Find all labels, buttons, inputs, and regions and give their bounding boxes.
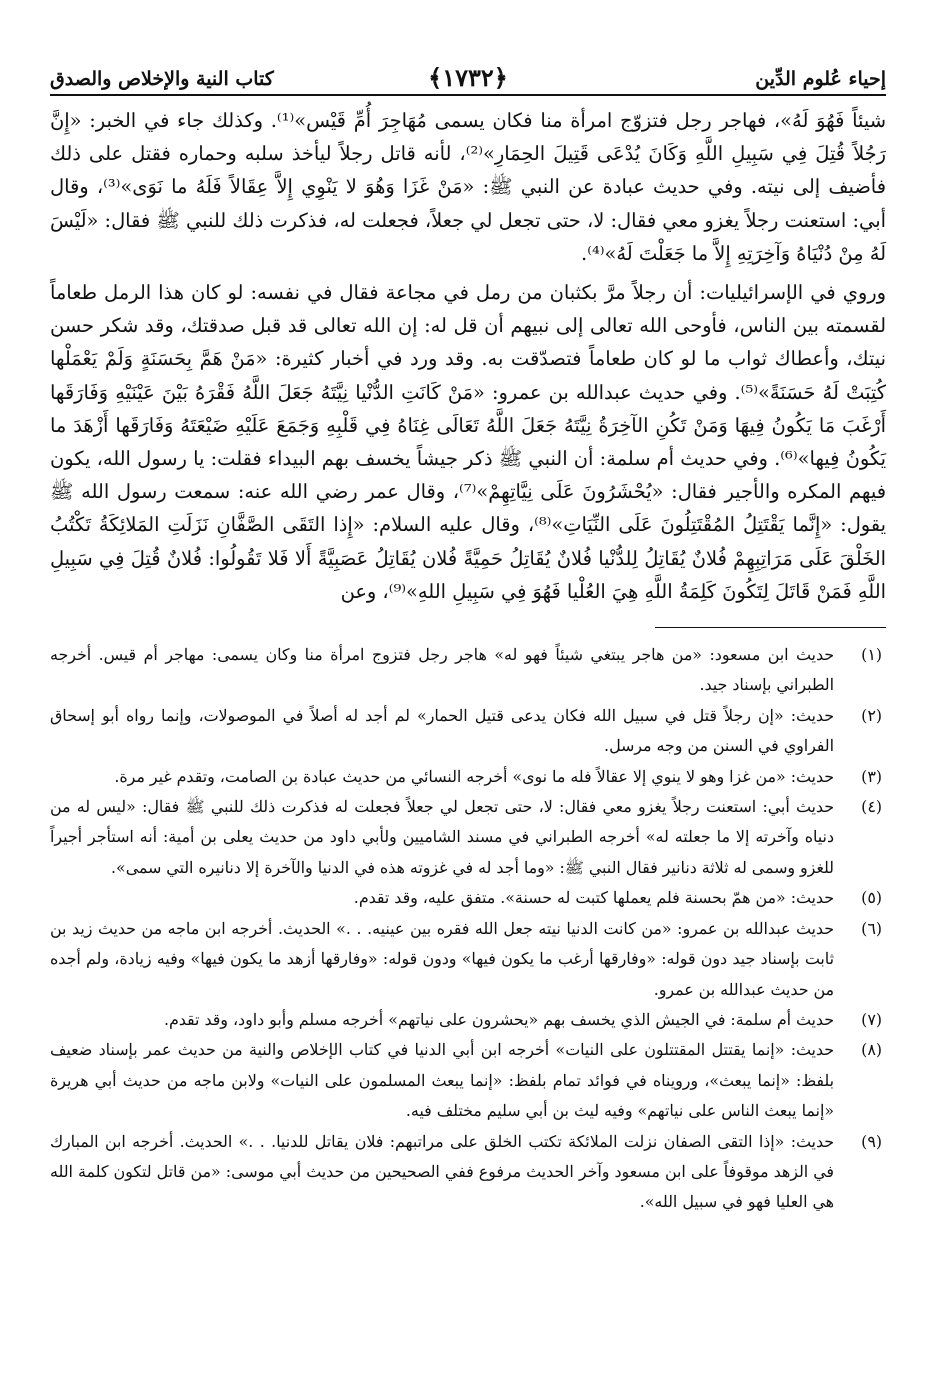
footnote-number: (٨) — [861, 1040, 882, 1060]
footnote — [50, 1005, 886, 1035]
footnote — [50, 883, 886, 913]
footnote — [50, 1127, 886, 1218]
page-number: ﴿١٧٣٢﴾ — [428, 63, 508, 92]
footnote-number: (٢) — [861, 705, 882, 725]
footnote — [50, 914, 886, 1005]
footnote-text: حديث: «من غزا وهو لا ينوي إلا عقالاً فله ما نوى» أخرجه النسائي من حديث عبادة بن الصامت، وتقدم غير مرة. — [114, 766, 834, 786]
running-header — [50, 58, 886, 96]
footnote — [50, 701, 886, 762]
footnote-text: حديث: «إن رجلاً قتل في سبيل الله فكان يدعى قتيل الحمار» لم أجد له أصلاً في الموصولات، وإنما رواه أبو إسحاق الفراوي في السنن من وجه مرسل. — [50, 705, 834, 756]
footnote-number: (٧) — [861, 1009, 882, 1029]
footnote-number: (٣) — [861, 766, 882, 786]
footnote — [50, 640, 886, 701]
main-text — [50, 104, 886, 608]
footnote-text: حديث: «من همّ بحسنة فلم يعملها كتبت له حسنة». متفق عليه، وقد تقدم. — [353, 888, 834, 908]
footnote-number: (٦) — [861, 918, 882, 938]
footnotes — [50, 640, 886, 1218]
body-paragraph: وروي في الإسرائيليات: أن رجلاً مرَّ بكثبان من رمل في مجاعة فقال في نفسه: لو كان هذا الرمل طعاماً لقسمته بين الناس، فأوحى الله تعالى إلى نبيهم أن قل له: إن الله تعالى قد قبل صدقتك، وقد شكر حسن نيتك، وأعطاك ثواب ما لو كان طعاماً فتصدّقت به. وقد ورد في أخبار كثيرة: «مَنْ هَمَّ بِحَسَنَةٍ وَلَمْ يَعْمَلْها كُتِبَتْ لَهُ حَسَنَةً»⁽⁵⁾. وفي حديث عبدالله بن عمرو: «مَنْ كَانَتِ الدُّنْيا نِيَّتَهُ جَعَلَ اللَّهُ فَقْرَهُ بَيْنَ عَيْنَيْهِ وَفَارَقَها أَرْغَبَ مَا يَكُونُ فِيهَا وَمَنْ تَكُنِ الآخِرَةُ نِيَّتَهُ جَعَلَ اللَّهُ تَعَالَى غِنَاهُ فِي قَلْبِهِ وَجَمَعَ عَلَيْهِ ضَيْعَتَهُ وَفَارَقَها أَزْهَدَ ما يَكُونُ فِيها»⁽⁶⁾. وفي حديث أم سلمة: أن النبي ﷺ ذكر جيشاً يخسف بهم البيداء فقلت: يا رسول الله، يكون فيهم المكره والأجير فقال: «يُحْشَرُونَ عَلَى نِيَّاتِهِمْ»⁽⁷⁾، وقال عمر رضي الله عنه: سمعت رسول الله ﷺ يقول: «إِنَّما يَقْتَتِلُ المُقْتَتِلُونَ عَلَى النِّيَاتِ»⁽⁸⁾، وقال عليه السلام: «إِذا التَقَى الصَّفَّانِ نَزَلَتِ المَلائِكَةُ تَكْتُبُ الخَلْقَ عَلَى مَرَاتِبِهِمْ فُلانٌ يُقَاتِلُ لِلدُّنْيا فُلانٌ يُقَاتِلُ حَمِيَّةً فُلان يُقَاتِلُ عَصَبِيَّةً أَلا فَلا تَقُولُوا: فُلانٌ قُتِلَ فِي سَبِيلِ اللَّهِ فَمَنْ قَاتَلَ لِتَكُونَ كَلِمَةُ اللَّهِ هِيَ العُلْيا فَهُوَ فِي سَبِيلِ اللهِ»⁽⁹⁾، وعن — [50, 281, 887, 603]
footnote — [50, 1035, 886, 1126]
footnote-text: حديث أبي: استعنت رجلاً يغزو معي فقال: لا، حتى تجعل لي جعلاً فجعلت له فذكرت ذلك للنبي ﷺ فقال: «ليس له من دنياه وآخرته إلا ما جعلته له» أخرجه الطبراني في مسند الشاميين ولأبي داود من حديث يعلى بن أمية: أنه استأجر أجيراً للغزو وسمى له ثلاثة دنانير فقال النبي ﷺ: «وما أجد له في غزوته هذه في الدنيا والآخرة إلا دنانيره التي سمى». — [50, 797, 834, 877]
footnote-text: حديث: «إنما يقتتل المقتتلون على النيات» أخرجه ابن أبي الدنيا في كتاب الإخلاص والنية من حديث عمر بإسناد ضعيف بلفظ: «إنما يبعث»، ورويناه في فوائد تمام بلفظ: «إنما يبعث المسلمون على النيات» ولابن ماجه من حديث أبي هريرة «إنما يبعث الناس على نياتهم» وفيه ليث بن أبي سليم مختلف فيه. — [50, 1040, 834, 1121]
footnote-text: حديث: «إذا التقى الصفان نزلت الملائكة تكتب الخلق على مراتبهم: فلان يقاتل للدنيا. . .» الحديث. أخرجه ابن المبارك في الزهد موقوفاً على ابن مسعود وآخر الحديث مرفوع ففي الصحيحين من حديث أبي موسى: «من قاتل لتكون كلمة الله هي العليا فهو في سبيل الله». — [50, 1131, 834, 1212]
footnote-number: (١) — [861, 645, 882, 665]
footnote-number: (٩) — [861, 1131, 882, 1151]
footnote-divider — [655, 627, 886, 628]
book-title: إحياء عُلوم الدِّين — [755, 68, 886, 90]
footnote — [50, 762, 886, 792]
footnote — [50, 792, 886, 883]
body-paragraph: شيئاً فَهُوَ لَهُ»، فهاجر رجل فتزوّج امرأة منا فكان يسمى مُهَاجِرَ أُمِّ قَيْس»⁽¹⁾. وكذلك جاء في الخبر: «إِنَّ رَجُلاً قُتِلَ فِي سَبِيلِ اللَّهِ وَكَانَ يُدْعَى قَتِيلَ الحِمَارِ»⁽²⁾، لأنه قاتل رجلاً ليأخذ سلبه وحماره فقتل على ذلك فأضيف إلى نيته. وفي حديث عبادة عن النبي ﷺ: «مَنْ غَزَا وَهُوَ لا يَنْوِي إِلاَّ عِقَالاً فَلَهُ ما نَوَى»⁽³⁾، وقال أبي: استعنت رجلاً يغزو معي فقال: لا، حتى تجعل لي جعلاً، فجعلت له، فذكرت ذلك للنبي ﷺ فقال: «لَيْسَ لَهُ مِنْ دُنْيَاهُ وَآخِرَتِهِ إِلاَّ ما جَعَلْتَ لَهُ»⁽⁴⁾. — [50, 109, 887, 265]
footnote-text: حديث عبدالله بن عمرو: «من كانت الدنيا نيته جعل الله فقره بين عينيه. . .» الحديث. أخرجه ابن ماجه من حديث زيد بن ثابت بإسناد جيد دون قوله: «وفارقها أرغب ما يكون فيها» ودون قوله: «وفارقها أزهد ما يكون فيها» وفيه زيادة، ولم أجده من حديث عبدالله بن عمرو. — [50, 918, 834, 999]
footnote-number: (٥) — [861, 888, 882, 908]
footnote-text: حديث ابن مسعود: «من هاجر يبتغي شيئاً فهو له» هاجر رجل فتزوج امرأة منا وكان يسمى: مهاجر أم قيس. أخرجه الطبراني بإسناد جيد. — [50, 645, 834, 695]
chapter-title: كتاب النية والإخلاص والصدق — [50, 68, 274, 90]
footnote-text: حديث أم سلمة: في الجيش الذي يخسف بهم «يحشرون على نياتهم» أخرجه مسلم وأبو داود، وقد تقدم. — [163, 1009, 834, 1029]
footnote-number: (٤) — [861, 797, 882, 817]
